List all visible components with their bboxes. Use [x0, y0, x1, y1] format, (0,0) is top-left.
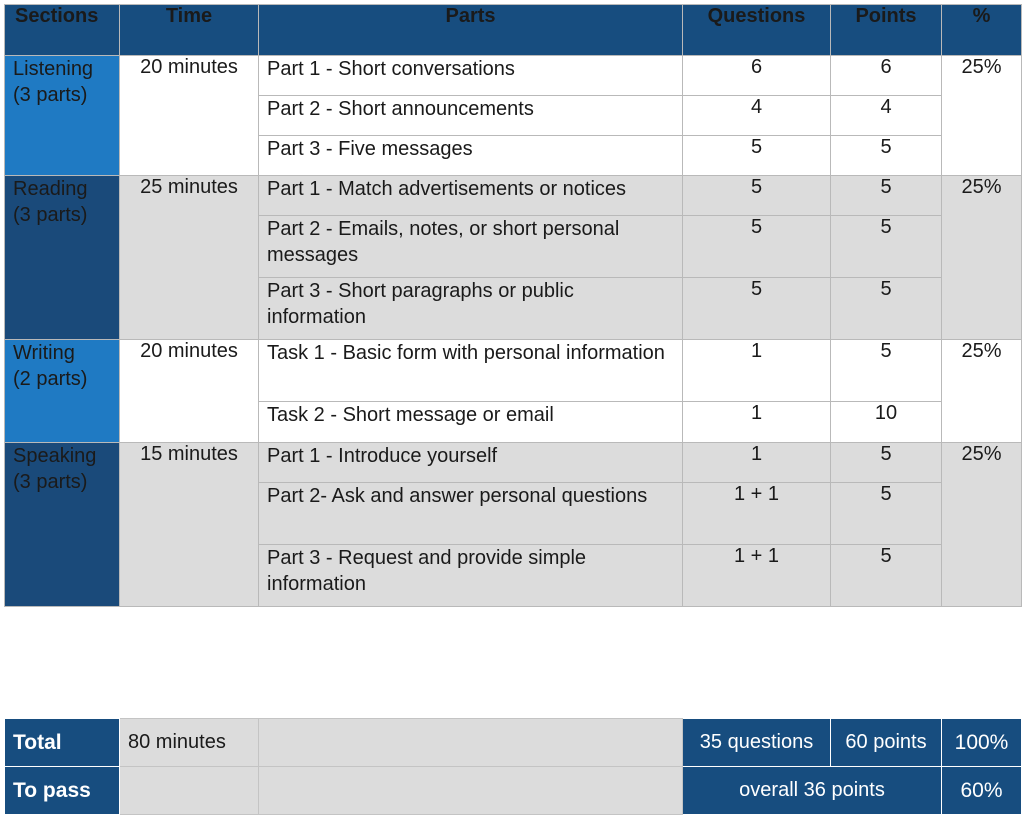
- total-parts-empty: [259, 719, 683, 767]
- part-questions: 1: [683, 402, 831, 443]
- part-label: Part 1 - Short conversations: [259, 56, 683, 96]
- part-label: Part 3 - Short paragraphs or public information: [259, 278, 683, 340]
- part-label: Task 1 - Basic form with personal information: [259, 340, 683, 402]
- pass-percent: 60%: [942, 767, 1022, 815]
- header-time: Time: [120, 5, 259, 56]
- part-questions: 1 + 1: [683, 545, 831, 607]
- table-row: [5, 56, 1022, 96]
- total-row: [5, 719, 1022, 767]
- part-label: Task 2 - Short message or email: [259, 402, 683, 443]
- section-time: 20 minutes: [120, 340, 259, 443]
- section-name: Reading: [13, 178, 88, 200]
- section-listening: [5, 56, 120, 176]
- part-points: 5: [831, 278, 942, 340]
- pass-label: To pass: [5, 767, 120, 815]
- section-name: Writing: [13, 342, 75, 364]
- part-points: 5: [831, 216, 942, 278]
- part-questions: 5: [683, 136, 831, 176]
- section-part-count: (3 parts): [13, 84, 88, 106]
- part-label: Part 1 - Introduce yourself: [259, 443, 683, 483]
- pass-row: [5, 767, 1022, 815]
- section-time: 15 minutes: [120, 443, 259, 607]
- part-points: 5: [831, 483, 942, 545]
- part-questions: 1: [683, 443, 831, 483]
- exam-structure-table: [4, 4, 1022, 607]
- total-label: Total: [5, 719, 120, 767]
- total-percent: 100%: [942, 719, 1022, 767]
- total-questions: 35 questions: [683, 719, 831, 767]
- part-questions: 1: [683, 340, 831, 402]
- part-points: 5: [831, 545, 942, 607]
- part-points: 10: [831, 402, 942, 443]
- section-writing: [5, 340, 120, 443]
- section-reading: [5, 176, 120, 340]
- part-points: 5: [831, 176, 942, 216]
- part-label: Part 2 - Emails, notes, or short personal messages: [259, 216, 683, 278]
- section-time: 20 minutes: [120, 56, 259, 176]
- section-percent: 25%: [942, 56, 1022, 176]
- part-label: Part 3 - Five messages: [259, 136, 683, 176]
- part-questions: 5: [683, 216, 831, 278]
- header-sections: Sections: [5, 5, 120, 56]
- section-percent: 25%: [942, 443, 1022, 607]
- section-part-count: (2 parts): [13, 368, 88, 390]
- pass-time-empty: [120, 767, 259, 815]
- part-points: 6: [831, 56, 942, 96]
- part-questions: 6: [683, 56, 831, 96]
- part-questions: 5: [683, 176, 831, 216]
- part-questions: 5: [683, 278, 831, 340]
- part-label: Part 1 - Match advertisements or notices: [259, 176, 683, 216]
- section-percent: 25%: [942, 176, 1022, 340]
- total-points: 60 points: [831, 719, 942, 767]
- part-label: Part 3 - Request and provide simple information: [259, 545, 683, 607]
- part-questions: 4: [683, 96, 831, 136]
- summary-table: [4, 718, 1022, 815]
- part-label: Part 2 - Short announcements: [259, 96, 683, 136]
- section-time: 25 minutes: [120, 176, 259, 340]
- section-name: Speaking: [13, 445, 97, 467]
- header-questions: Questions: [683, 5, 831, 56]
- part-points: 5: [831, 340, 942, 402]
- header-row: [5, 5, 1022, 56]
- section-speaking: [5, 443, 120, 607]
- part-points: 5: [831, 443, 942, 483]
- table-row: [5, 443, 1022, 483]
- header-points: Points: [831, 5, 942, 56]
- header-percent: %: [942, 5, 1022, 56]
- part-points: 4: [831, 96, 942, 136]
- total-time: 80 minutes: [120, 719, 259, 767]
- section-part-count: (3 parts): [13, 204, 88, 226]
- part-points: 5: [831, 136, 942, 176]
- header-parts: Parts: [259, 5, 683, 56]
- section-percent: 25%: [942, 340, 1022, 443]
- section-part-count: (3 parts): [13, 471, 88, 493]
- part-questions: 1 + 1: [683, 483, 831, 545]
- table-row: [5, 176, 1022, 216]
- section-name: Listening: [13, 58, 94, 80]
- pass-parts-empty: [259, 767, 683, 815]
- pass-points: overall 36 points: [683, 767, 942, 815]
- table-row: [5, 340, 1022, 402]
- part-label: Part 2- Ask and answer personal questions: [259, 483, 683, 545]
